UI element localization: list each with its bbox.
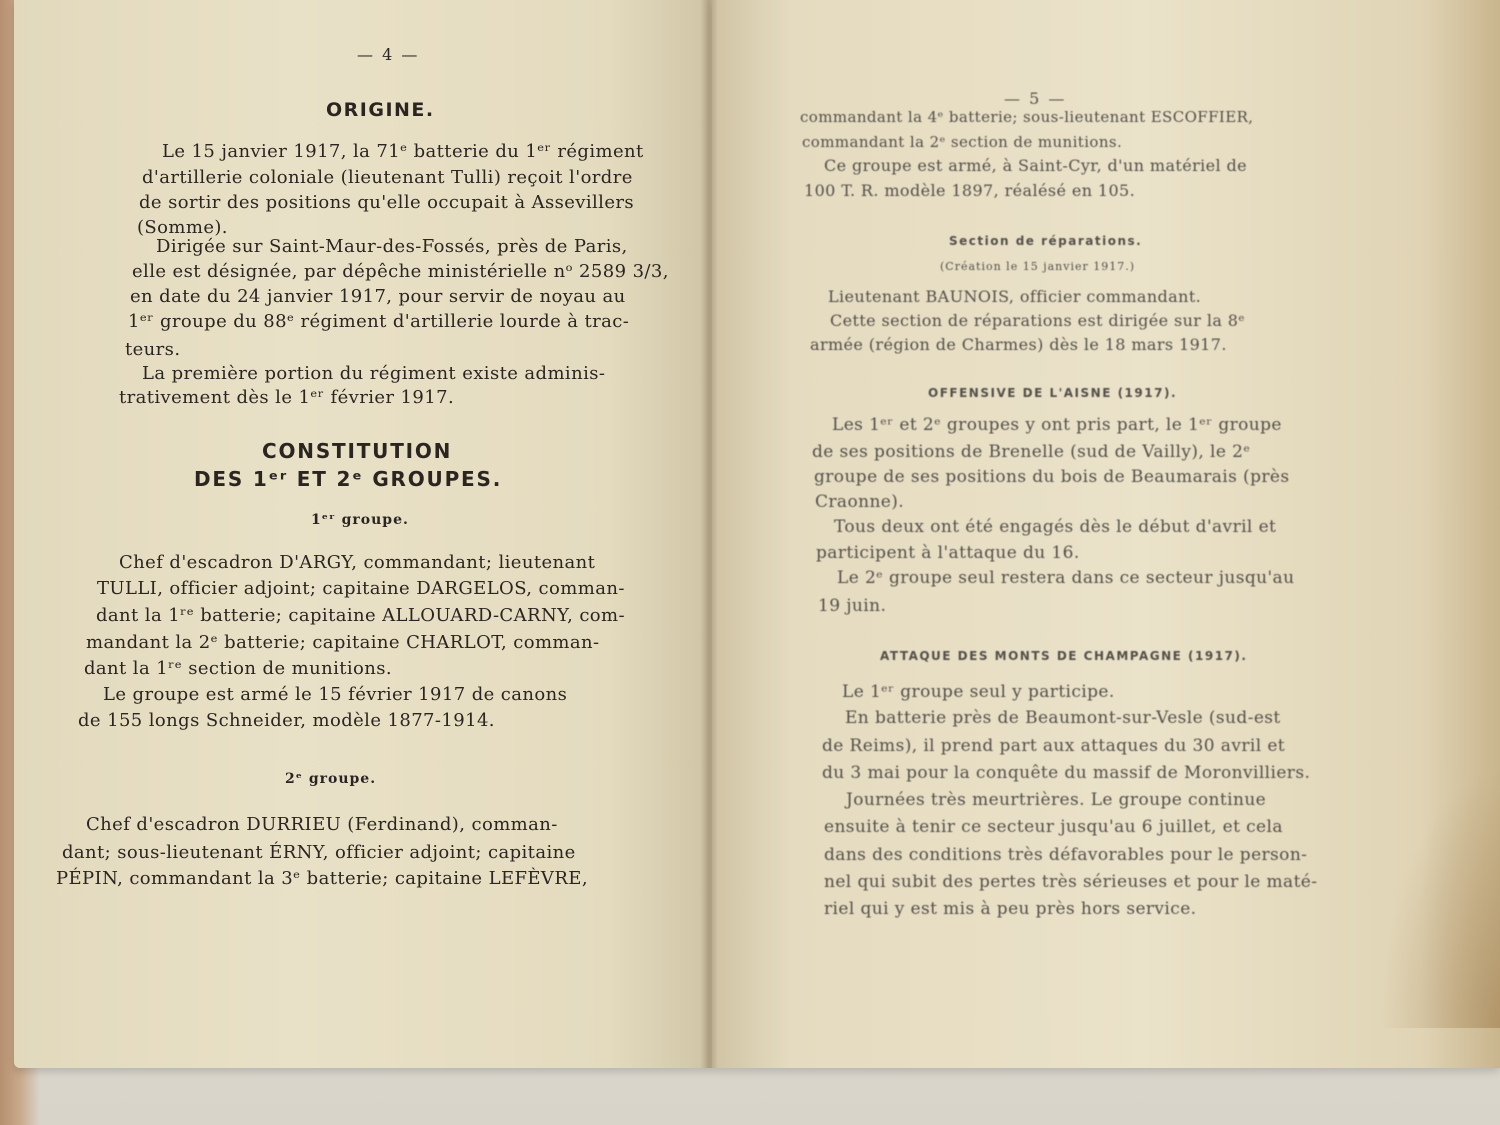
text-line: commandant la 2ᵉ section de munitions.: [802, 133, 1123, 151]
book-gutter: [700, 0, 718, 1068]
text-line: groupe de ses positions du bois de Beaumarais (près: [814, 467, 1290, 487]
text-line: La première portion du régiment existe adminis-: [142, 363, 606, 384]
text-line: (Somme).: [137, 217, 228, 238]
text-line: 1ᵉʳ groupe du 88ᵉ régiment d'artillerie lourde à trac-: [128, 311, 630, 332]
text-line: armée (région de Charmes) dès le 18 mars 1917.: [810, 335, 1227, 354]
left-page: [14, 0, 712, 1068]
text-line: Craonne).: [815, 492, 905, 512]
origine-heading: ORIGINE.: [326, 99, 435, 121]
text-line: dans des conditions très défavorables pour le person-: [824, 845, 1308, 865]
text-line: Les 1ᵉʳ et 2ᵉ groupes y ont pris part, le 1ᵉʳ groupe: [832, 415, 1282, 435]
text-line: Le groupe est armé le 15 février 1917 de canons: [103, 684, 568, 705]
text-line: Chef d'escadron D'ARGY, commandant; lieutenant: [119, 552, 596, 573]
text-line: commandant la 4ᵉ batterie; sous-lieutenant ESCOFFIER,: [800, 108, 1254, 126]
text-line: d'artillerie coloniale (lieutenant Tulli) reçoit l'ordre: [142, 167, 633, 188]
text-line: teurs.: [125, 339, 181, 360]
paper-stain: [1380, 768, 1500, 1028]
text-line: de sortir des positions qu'elle occupait à Assevillers: [139, 192, 635, 213]
text-line: Le 15 janvier 1917, la 71ᵉ batterie du 1ᵉʳ régiment: [162, 141, 644, 162]
aisne-heading: OFFENSIVE DE L'AISNE (1917).: [928, 386, 1177, 400]
text-line: Le 1ᵉʳ groupe seul y participe.: [842, 682, 1115, 702]
text-line: de ses positions de Brenelle (sud de Vailly), le 2ᵉ: [812, 442, 1251, 462]
reparations-subheading: (Création le 15 janvier 1917.): [940, 260, 1136, 273]
right-page: [712, 0, 1500, 1068]
reparations-heading: Section de réparations.: [949, 234, 1143, 248]
text-line: PÉPIN, commandant la 3ᵉ batterie; capitaine LEFÈVRE,: [56, 868, 588, 889]
text-line: Lieutenant BAUNOIS, officier commandant.: [828, 287, 1202, 306]
text-line: Ce groupe est armé, à Saint-Cyr, d'un matériel de: [824, 156, 1248, 175]
text-line: dant la 1ʳᵉ batterie; capitaine ALLOUARD-CARNY, com-: [96, 605, 625, 626]
text-line: du 3 mai pour la conquête du massif de Moronvilliers.: [822, 763, 1311, 783]
text-line: Le 2ᵉ groupe seul restera dans ce secteur jusqu'au: [837, 568, 1295, 588]
text-line: Chef d'escadron DURRIEU (Ferdinand), comman-: [86, 814, 558, 835]
constitution-heading-line2: DES 1ᵉʳ ET 2ᵉ GROUPES.: [194, 467, 503, 491]
text-line: dant; sous-lieutenant ÉRNY, officier adjoint; capitaine: [62, 842, 576, 863]
page-number-right: — 5 —: [1004, 89, 1067, 108]
text-line: ensuite à tenir ce secteur jusqu'au 6 juillet, et cela: [824, 817, 1283, 837]
champagne-heading: ATTAQUE DES MONTS DE CHAMPAGNE (1917).: [880, 649, 1248, 663]
text-line: 19 juin.: [818, 596, 887, 616]
text-line: de 155 longs Schneider, modèle 1877-1914.: [78, 710, 495, 731]
text-line: TULLI, officier adjoint; capitaine DARGELOS, comman-: [97, 578, 625, 599]
text-line: Tous deux ont été engagés dès le début d'avril et: [834, 517, 1277, 537]
text-line: elle est désignée, par dépêche ministérielle nᵒ 2589 3/3,: [132, 261, 669, 282]
text-line: En batterie près de Beaumont-sur-Vesle (sud-est: [845, 708, 1281, 728]
text-line: nel qui subit des pertes très sérieuses et pour le maté-: [824, 872, 1318, 892]
page-number-left: — 4 —: [357, 45, 420, 64]
text-line: participent à l'attaque du 16.: [816, 543, 1080, 563]
groupe2-title: 2ᵉ groupe.: [285, 771, 377, 787]
text-line: dant la 1ʳᵉ section de munitions.: [84, 658, 393, 679]
groupe1-title: 1ᵉʳ groupe.: [311, 512, 409, 528]
text-line: riel qui y est mis à peu près hors service.: [824, 899, 1197, 919]
constitution-heading: CONSTITUTION: [262, 439, 453, 463]
text-line: trativement dès le 1ᵉʳ février 1917.: [119, 387, 455, 408]
text-line: 100 T. R. modèle 1897, réalésé en 105.: [804, 181, 1136, 200]
text-line: mandant la 2ᵉ batterie; capitaine CHARLOT, comman-: [86, 632, 600, 653]
text-line: Journées très meurtrières. Le groupe continue: [846, 790, 1267, 810]
text-line: Dirigée sur Saint-Maur-des-Fossés, près de Paris,: [156, 236, 628, 257]
text-line: Cette section de réparations est dirigée sur la 8ᵉ: [830, 311, 1245, 330]
text-line: en date du 24 janvier 1917, pour servir de noyau au: [130, 286, 626, 307]
text-line: de Reims), il prend part aux attaques du 30 avril et: [822, 736, 1286, 756]
